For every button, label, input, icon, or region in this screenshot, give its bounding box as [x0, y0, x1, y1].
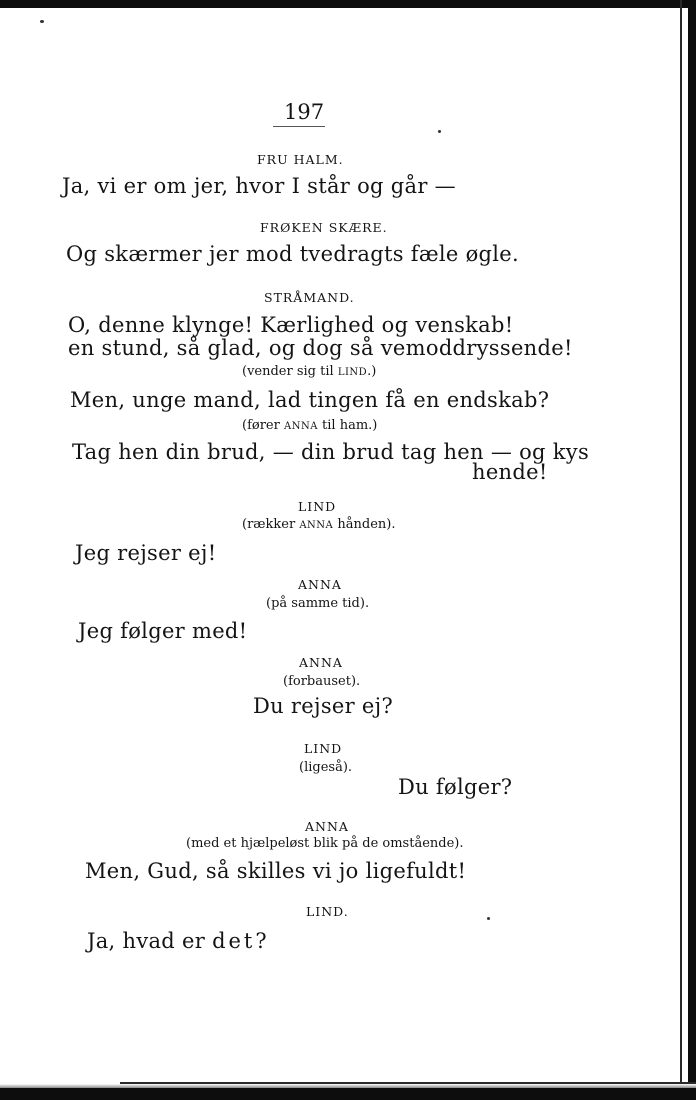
page-number: 197 [284, 100, 325, 124]
verse-line: O, denne klynge! Kærlighed og venskab! [68, 313, 514, 337]
verse-line: Du følger? [398, 775, 513, 799]
scan-border-bottom-inner [120, 1082, 696, 1084]
verse-line: Tag hen din brud, — din brud tag hen — og kys [72, 440, 590, 464]
verse-text: ? [255, 929, 267, 953]
verse-line: Du rejser ej? [253, 694, 394, 718]
verse-line [87, 929, 267, 953]
speaker-froken-skaere: FRØKEN SKÆRE. [260, 220, 388, 235]
stage-direction-name: LIND [337, 367, 368, 378]
speaker-anna: ANNA [305, 819, 349, 834]
stage-direction-text: til ham.) [317, 418, 378, 433]
verse-line-continuation: hende! [472, 460, 548, 484]
scan-border-top [0, 0, 696, 8]
scan-speck [40, 20, 44, 23]
speaker-lind: LIND [298, 499, 337, 514]
verse-text-emphasis: det [212, 929, 256, 953]
verse-text: Ja, hvad er [87, 929, 213, 953]
page-number-rule [273, 126, 325, 127]
stage-direction: (med et hjælpeløst blik på de omstående). [186, 836, 464, 851]
scan-speck [438, 130, 441, 133]
verse-line: Jeg følger med! [78, 619, 248, 643]
speaker-fru-halm: FRU HALM. [257, 152, 344, 167]
scan-border-bottom [0, 1088, 696, 1100]
scan-border-right [688, 0, 696, 1100]
speaker-anna: ANNA [299, 655, 343, 670]
stage-direction-text: (fører [242, 418, 284, 433]
stage-direction [242, 517, 396, 532]
stage-direction-text: (vender sig til [242, 364, 338, 379]
verse-line: Men, unge mand, lad tingen få en endskab? [70, 388, 550, 412]
stage-direction-text: (rækker [242, 517, 300, 532]
speaker-anna: ANNA [298, 577, 342, 592]
scan-border-right-inner [680, 0, 682, 1100]
stage-direction [242, 418, 377, 433]
speaker-lind: LIND [304, 741, 343, 756]
verse-line: en stund, så glad, og dog så vemoddryssende! [68, 336, 573, 360]
stage-direction: (forbauset). [283, 674, 361, 689]
verse-line: Jeg rejser ej! [75, 541, 217, 565]
scan-speck [487, 917, 490, 920]
verse-line: Men, Gud, så skilles vi jo ligefuldt! [85, 859, 467, 883]
stage-direction [242, 364, 376, 379]
stage-direction-name: ANNA [283, 421, 318, 432]
stage-direction: (på samme tid). [266, 596, 370, 611]
stage-direction: (ligeså). [299, 760, 353, 775]
verse-line: Og skærmer jer mod tvedragts fæle øgle. [66, 242, 519, 266]
speaker-straamand: STRÅMAND. [264, 290, 355, 305]
verse-line: Ja, vi er om jer, hvor I står og går — [62, 174, 456, 198]
stage-direction-text: .) [367, 364, 377, 379]
stage-direction-name: ANNA [299, 520, 334, 531]
stage-direction-text: hånden). [333, 517, 396, 532]
speaker-lind: LIND. [306, 904, 349, 919]
